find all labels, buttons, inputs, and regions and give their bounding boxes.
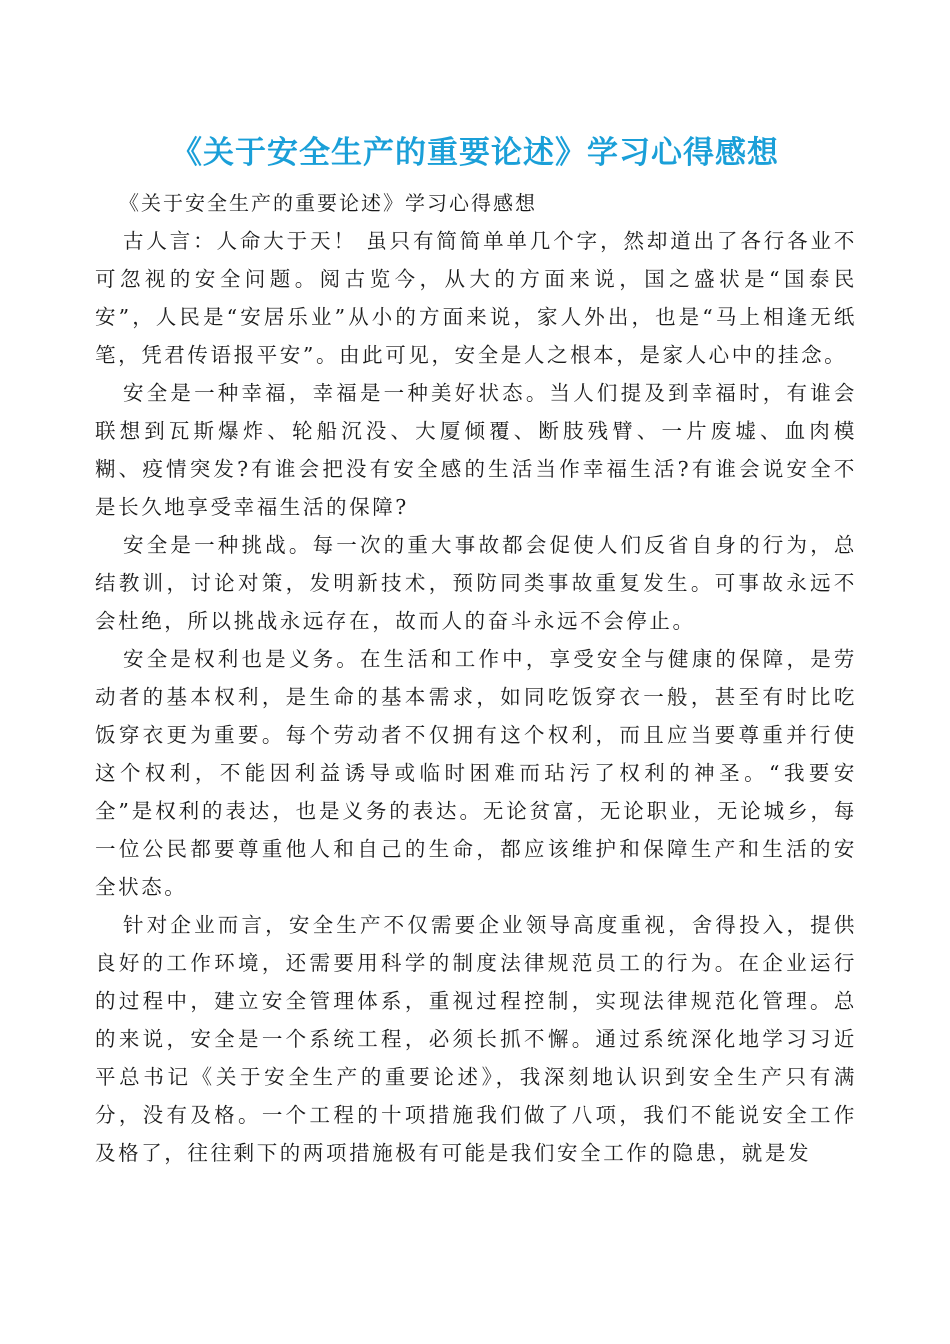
paragraph-1: 古人言：人命大于天！ 虽只有简简单单几个字，然却道出了各行各业不可忽视的安全问题。阅古览今，从大的方面来说，国之盛状是“国泰民安”，人民是“安居乐业”从小的方面来说，家人外出，也是“马上相逢无纸笔，凭君传语报平安”。由此可见，安全是人之根本，是家人心中的挂念。 (95, 229, 857, 367)
paragraph-5: 针对企业而言，安全生产不仅需要企业领导高度重视，舍得投入，提供良好的工作环境，还需要用科学的制度法律规范员工的行为。在企业运行的过程中，建立安全管理体系，重视过程控制，实现法律规范化管理。总的来说，安全是一个系统工程，必须长抓不懈。通过系统深化地学习习近平总书记《关于安全生产的重要论述》，我深刻地认识到安全生产只有满分，没有及格。一个工程的十项措施我们做了八项，我们不能说安全工作及格了，往往剩下的两项措施极有可能是我们安全工作的隐患，就是发 (95, 913, 857, 1165)
paragraph-4: 安全是权利也是义务。在生活和工作中，享受安全与健康的保障，是劳动者的基本权利，是生命的基本需求，如同吃饭穿衣一般，甚至有时比吃饭穿衣更为重要。每个劳动者不仅拥有这个权利，而且应当要尊重并行使这个权利，不能因利益诱导或临时困难而玷污了权利的神圣。“我要安全”是权利的表达，也是义务的表达。无论贫富，无论职业，无论城乡，每一位公民都要尊重他人和自己的生命，都应该维护和保障生产和生活的安全状态。 (95, 647, 857, 899)
paragraph-2: 安全是一种幸福，幸福是一种美好状态。当人们提及到幸福时，有谁会联想到瓦斯爆炸、轮船沉没、大厦倾覆、断肢残臂、一片废墟、血肉模糊、疫情突发?有谁会把没有安全感的生活当作幸福生活?有谁会说安全不是长久地享受幸福生活的保障? (95, 381, 857, 519)
document-title: 《关于安全生产的重要论述》学习心得感想 (171, 134, 779, 171)
paragraph-3: 安全是一种挑战。每一次的重大事故都会促使人们反省自身的行为，总结教训，讨论对策，发明新技术，预防同类事故重复发生。可事故永远不会杜绝，所以挑战永远存在，故而人的奋斗永远不会停止。 (95, 533, 857, 633)
document-body (95, 185, 857, 1172)
document-subtitle: 《关于安全生产的重要论述》学习心得感想 (119, 191, 537, 215)
